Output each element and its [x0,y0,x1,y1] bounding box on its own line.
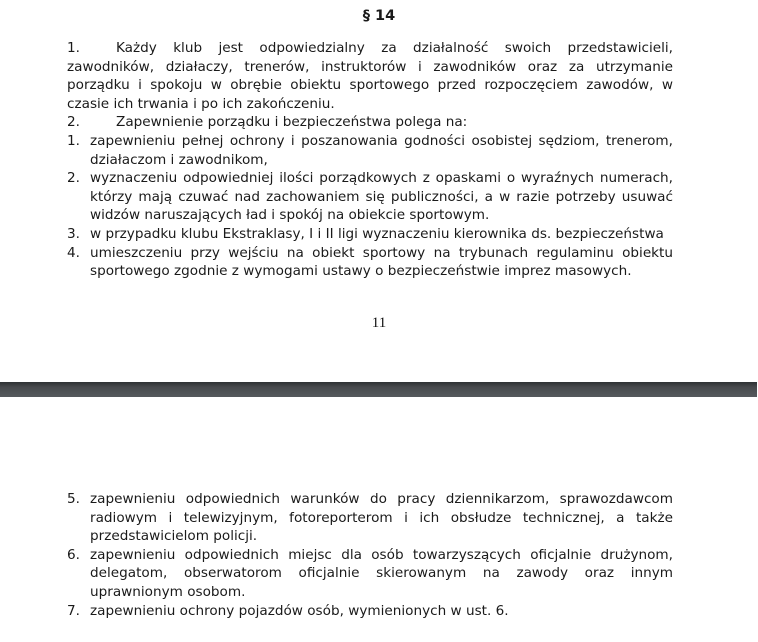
page-number: 11 [371,315,387,331]
list-item [67,602,673,621]
list-item-line: wyznaczeniu odpowiedniej ilości porządkowych z opaskami o wyraźnych numerach, [90,170,673,187]
list-item-line: działaczom i zawodnikom, [90,151,268,168]
list-item [67,169,673,225]
paragraph-line [67,39,673,58]
section-body-continued [67,490,673,620]
paragraph-1 [67,39,673,113]
list-item-line: w przypadku klubu Ekstraklasy, I i II ligi wyznaczeniu kierownika ds. bezpieczeństwa [90,225,664,242]
list-item [67,244,673,281]
list-item-line: widzów naruszających ład i spokój na obiekcie sportowym. [90,207,490,224]
list-item [67,132,673,169]
list-item-number: 7. [67,602,80,619]
list-item-line: radiowym i telewizyjnym, fotoreporterom i ich obsłudze technicznej, a także [90,509,673,526]
list-item-line: delegatom, obserwatorom oficjalnie skierowanym na zawody oraz innym [90,565,673,582]
list-item-line: umieszczeniu przy wejściu na obiekt sportowy na trybunach regulaminu obiektu [90,244,673,261]
list-item [67,225,673,244]
document-page-12 [0,397,758,642]
paragraph-number: 2. [67,114,80,131]
paragraph-line: czasie ich trwania i po ich zakończeniu. [67,95,335,112]
list-item-line: uprawnionym osobom. [90,583,246,600]
paragraph-line [67,113,673,132]
list-item-number: 1. [67,132,80,149]
section-heading: § 14 [362,8,396,24]
list-item-line: zapewnieniu odpowiednich warunków do pracy dziennikarzom, sprawozdawcom [90,491,673,507]
section-body [67,39,673,281]
paragraph-line: porządku i spokoju w obrębie obiektu sportowego przed rozpoczęciem zawodów, w [67,77,673,94]
list-item-line: którzy mają czuwać nad zachowaniem się publiczności, a w razie potrzeby usuwać [90,188,673,205]
list-item-line: zapewnieniu ochrony pojazdów osób, wymienionych w ust. 6. [90,602,509,619]
list-item-number: 4. [67,244,80,261]
page-separator [0,382,757,397]
paragraph-number: 1. [67,40,80,56]
paragraph-line: zawodników, działaczy, trenerów, instruktorów i zawodników oraz za utrzymanie [67,58,673,75]
list-item-number: 5. [67,491,80,507]
paragraph-text: Zapewnienie porządku i bezpieczeństwa polega na: [116,114,468,131]
paragraph-text: Każdy klub jest odpowiedzialny za działalność swoich przedstawicieli, [116,40,673,56]
list-item [67,490,673,546]
paragraph-2 [67,113,673,132]
list-item-number: 6. [67,546,80,563]
list-item [67,546,673,602]
list-item-number: 3. [67,225,80,242]
list-item-line: przedstawicielom policji. [90,528,258,545]
list-item-line: sportowego zgodnie z wymogami ustawy o bezpieczeństwie imprez masowych. [90,263,632,280]
list-item-line: zapewnieniu odpowiednich miejsc dla osób towarzyszących oficjalnie drużynom, [90,546,673,563]
list-item-number: 2. [67,170,80,187]
list-item-line: zapewnieniu pełnej ochrony i poszanowania godności osobistej sędziom, trenerom, [90,132,673,149]
